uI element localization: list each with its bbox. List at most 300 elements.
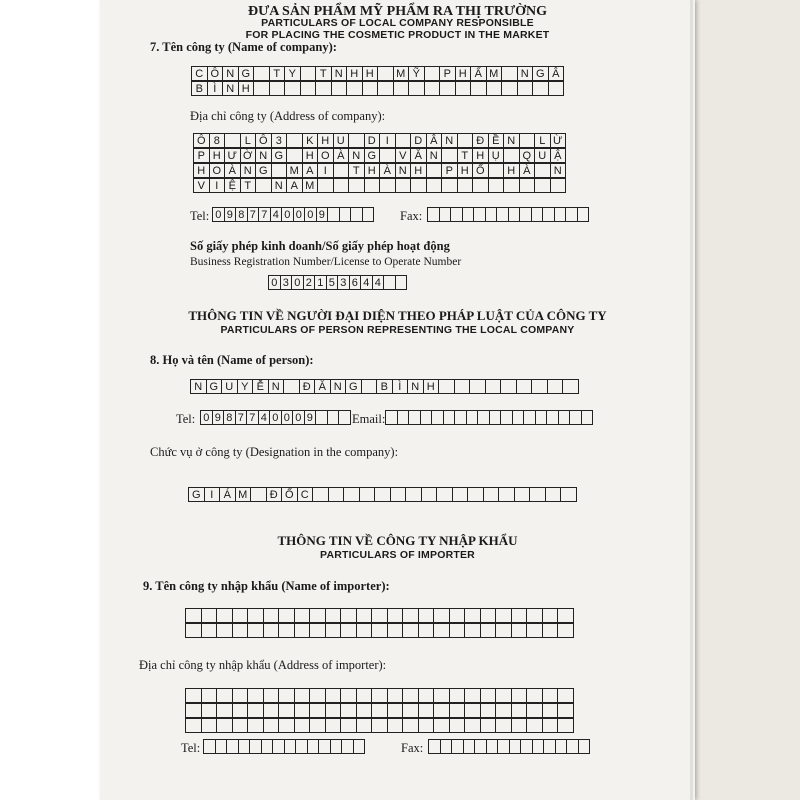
importer-address-row-1-cell[interactable] [526,688,543,703]
company-tel-field-cell[interactable]: 7 [247,207,260,222]
company-name-row-1-cell[interactable]: M [486,66,503,81]
company-address-row-2-cell[interactable]: P [193,148,210,163]
person-email-field[interactable] [385,410,593,425]
company-address-row-1-cell[interactable] [395,133,412,148]
company-address-row-1-cell[interactable] [457,133,474,148]
importer-name-row-1-cell[interactable] [387,608,404,623]
importer-name-row-2-cell[interactable] [387,623,404,638]
company-name-row-2-cell[interactable] [300,81,317,96]
importer-address-row-2-cell[interactable] [201,703,218,718]
importer-name-row-2-cell[interactable] [433,623,450,638]
importer-name-row-2-cell[interactable] [557,623,574,638]
company-fax-field[interactable] [427,207,589,222]
person-tel-field-cell[interactable]: 8 [223,410,236,425]
company-name-row-1-cell[interactable]: N [331,66,348,81]
company-tel-field-cell[interactable]: 9 [316,207,329,222]
importer-address-row-1-cell[interactable] [433,688,450,703]
importer-address-row-3-cell[interactable] [371,718,388,733]
importer-address-row-1-cell[interactable] [185,688,202,703]
company-address-row-2-cell[interactable]: À [333,148,350,163]
importer-address-row-1-cell[interactable] [402,688,419,703]
designation-field-cell[interactable] [390,487,407,502]
company-address-row-3-cell[interactable]: N [240,163,257,178]
company-address-row-3-cell[interactable]: H [410,163,427,178]
importer-name-row-1-cell[interactable] [247,608,264,623]
company-name-row-1-cell[interactable]: M [393,66,410,81]
importer-name-row-2-cell[interactable] [526,623,543,638]
company-address-row-1-cell[interactable]: 8 [209,133,226,148]
company-address-row-3-cell[interactable]: H [364,163,381,178]
company-address-row-3-cell[interactable] [271,163,288,178]
importer-name-row-1-cell[interactable] [526,608,543,623]
person-tel-field-cell[interactable]: 7 [235,410,248,425]
importer-address-row-2-cell[interactable] [511,703,528,718]
designation-field-cell[interactable] [343,487,360,502]
person-tel-field-cell[interactable]: 9 [304,410,317,425]
company-name-row-1-cell[interactable]: T [315,66,332,81]
company-name-row-2-cell[interactable] [470,81,487,96]
importer-tel-field-cell[interactable] [353,739,366,754]
importer-address-row-2-cell[interactable] [371,703,388,718]
person-tel-field-cell[interactable]: 0 [281,410,294,425]
person-name-field-cell[interactable] [283,379,300,394]
company-name-row-2-cell[interactable] [362,81,379,96]
importer-address-row-3-cell[interactable] [232,718,249,733]
person-name-field-cell[interactable]: N [330,379,347,394]
company-address-row-1-cell[interactable]: N [503,133,520,148]
importer-name-row-1-cell[interactable] [340,608,357,623]
company-address-row-1-cell[interactable]: Ề [488,133,505,148]
person-tel-field-cell[interactable]: 0 [269,410,282,425]
importer-address-row-1-cell[interactable] [480,688,497,703]
importer-address-row-3-cell[interactable] [340,718,357,733]
importer-address-row-2-cell[interactable] [340,703,357,718]
person-name-field-cell[interactable] [562,379,579,394]
company-name-row-1-cell[interactable] [424,66,441,81]
company-address-row-3-cell[interactable] [488,163,505,178]
importer-address-row-3-cell[interactable] [309,718,326,733]
company-address-row-4-cell[interactable] [488,178,505,193]
importer-address-row-1-cell[interactable] [464,688,481,703]
importer-name-row-1-cell[interactable] [495,608,512,623]
importer-address-row-3-cell[interactable] [526,718,543,733]
person-tel-field-cell[interactable]: 7 [246,410,259,425]
designation-field-cell[interactable] [328,487,345,502]
company-tel-field-cell[interactable]: 7 [258,207,271,222]
company-address-row-2-cell[interactable]: U [534,148,551,163]
person-name-field-cell[interactable]: H [423,379,440,394]
license-number-field-cell[interactable]: 1 [314,275,327,290]
importer-address-row-2-cell[interactable] [263,703,280,718]
importer-name-row-2-cell[interactable] [480,623,497,638]
company-name-row-1-cell[interactable]: Ỹ [408,66,425,81]
importer-name-row-2-cell[interactable] [511,623,528,638]
importer-name-row-1-cell[interactable] [557,608,574,623]
importer-address-row-2-cell[interactable] [387,703,404,718]
person-name-field-cell[interactable]: G [206,379,223,394]
company-name-row-2-cell[interactable] [424,81,441,96]
designation-field-cell[interactable] [359,487,376,502]
company-address-row-4-cell[interactable] [534,178,551,193]
company-address-row-4-cell[interactable]: I [209,178,226,193]
company-address-row-3-cell[interactable]: À [519,163,536,178]
importer-address-row-2-cell[interactable] [216,703,233,718]
importer-address-row-3[interactable] [185,718,574,733]
importer-address-row-2-cell[interactable] [464,703,481,718]
company-name-row-1-cell[interactable]: N [517,66,534,81]
importer-name-row-2-cell[interactable] [464,623,481,638]
designation-field-cell[interactable]: Đ [266,487,283,502]
importer-address-row-1-cell[interactable] [511,688,528,703]
person-name-field-cell[interactable] [361,379,378,394]
importer-address-row-3-cell[interactable] [511,718,528,733]
importer-address-row-2-cell[interactable] [247,703,264,718]
company-address-row-2-cell[interactable]: Q [519,148,536,163]
person-name-field-cell[interactable] [516,379,533,394]
company-address-row-4-cell[interactable] [457,178,474,193]
importer-name-row-1-cell[interactable] [216,608,233,623]
company-address-row-1-cell[interactable]: Đ [472,133,489,148]
importer-name-row-1-cell[interactable] [402,608,419,623]
importer-address-row-1-cell[interactable] [309,688,326,703]
company-name-row-2-cell[interactable] [486,81,503,96]
importer-name-row-2-cell[interactable] [542,623,559,638]
company-name-row-1-cell[interactable]: G [238,66,255,81]
company-address-row-2-cell[interactable]: V [395,148,412,163]
importer-address-row-3-cell[interactable] [464,718,481,733]
importer-address-row-1-cell[interactable] [247,688,264,703]
company-name-row-2-cell[interactable] [269,81,286,96]
company-address-row-4-cell[interactable] [410,178,427,193]
importer-name-row-2-cell[interactable] [294,623,311,638]
company-address-row-3-cell[interactable]: Ố [472,163,489,178]
importer-name-row-1-cell[interactable] [542,608,559,623]
company-address-row-3-cell[interactable]: A [302,163,319,178]
designation-field-cell[interactable]: G [188,487,205,502]
importer-name-row-1-cell[interactable] [356,608,373,623]
designation-field-cell[interactable] [374,487,391,502]
company-address-row-1[interactable] [193,133,566,148]
importer-name-row-2-cell[interactable] [402,623,419,638]
person-name-field-cell[interactable] [531,379,548,394]
person-name-field[interactable] [190,379,579,394]
designation-field-cell[interactable]: M [235,487,252,502]
company-address-row-2-cell[interactable]: N [348,148,365,163]
company-address-row-1-cell[interactable]: 3 [271,133,288,148]
company-name-row-2-cell[interactable] [501,81,518,96]
company-address-row-1-cell[interactable]: N [441,133,458,148]
importer-address-row-1-cell[interactable] [216,688,233,703]
license-number-field-cell[interactable]: 6 [349,275,362,290]
company-address-row-4-cell[interactable] [364,178,381,193]
company-name-row-2-cell[interactable] [284,81,301,96]
importer-address-row-3-cell[interactable] [449,718,466,733]
person-name-field-cell[interactable]: U [221,379,238,394]
company-address-row-4-cell[interactable]: T [240,178,257,193]
company-address-row-2-cell[interactable]: Ă [410,148,427,163]
company-name-row-2-cell[interactable]: N [222,81,239,96]
license-number-field-cell[interactable]: 3 [337,275,350,290]
importer-name-row-1-cell[interactable] [511,608,528,623]
license-number-field-cell[interactable]: 2 [303,275,316,290]
company-name-row-1-cell[interactable] [377,66,394,81]
importer-address-row-2-cell[interactable] [526,703,543,718]
importer-address-row-1-cell[interactable] [418,688,435,703]
company-address-row-2-cell[interactable]: G [271,148,288,163]
person-name-field-cell[interactable]: N [268,379,285,394]
company-address-row-4-cell[interactable] [333,178,350,193]
importer-address-row-2-cell[interactable] [309,703,326,718]
importer-address-row-3-cell[interactable] [294,718,311,733]
person-tel-field-cell[interactable]: 0 [200,410,213,425]
designation-field-cell[interactable] [545,487,562,502]
designation-field-cell[interactable] [452,487,469,502]
importer-address-row-3-cell[interactable] [201,718,218,733]
importer-name-row-1-cell[interactable] [464,608,481,623]
importer-name-row-2-cell[interactable] [263,623,280,638]
person-name-field-cell[interactable] [469,379,486,394]
company-address-row-3-cell[interactable] [426,163,443,178]
person-name-field-cell[interactable]: Đ [299,379,316,394]
company-address-row-2-cell[interactable]: H [209,148,226,163]
company-address-row-1-cell[interactable]: D [410,133,427,148]
designation-field-cell[interactable] [250,487,267,502]
importer-name-row-2-cell[interactable] [495,623,512,638]
company-tel-field-cell[interactable]: 4 [270,207,283,222]
importer-name-row-1-cell[interactable] [433,608,450,623]
company-address-row-1-cell[interactable]: Ô [193,133,210,148]
importer-address-row-1-cell[interactable] [542,688,559,703]
importer-name-row-1-cell[interactable] [309,608,326,623]
company-address-row-2-cell[interactable]: H [302,148,319,163]
importer-address-row-3-cell[interactable] [433,718,450,733]
importer-name-row-1-cell[interactable] [294,608,311,623]
designation-field[interactable] [188,487,577,502]
importer-address-row-2-cell[interactable] [232,703,249,718]
importer-fax-field[interactable] [428,739,590,754]
company-address-row-1-cell[interactable]: I [379,133,396,148]
importer-name-row-1-cell[interactable] [232,608,249,623]
importer-address-row-3-cell[interactable] [402,718,419,733]
designation-field-cell[interactable]: I [204,487,221,502]
company-address-row-2-cell[interactable]: Ậ [550,148,567,163]
importer-name-row-1-cell[interactable] [185,608,202,623]
company-tel-field-cell[interactable]: 0 [304,207,317,222]
company-address-row-4-cell[interactable] [503,178,520,193]
person-tel-field[interactable] [200,410,351,425]
importer-address-row-3-cell[interactable] [216,718,233,733]
company-name-row-1-cell[interactable]: P [439,66,456,81]
importer-address-row-3-cell[interactable] [325,718,342,733]
company-name-row-1-cell[interactable] [300,66,317,81]
company-address-row-3-cell[interactable]: N [550,163,567,178]
company-name-row-1-cell[interactable]: Ô [207,66,224,81]
importer-address-row-1-cell[interactable] [356,688,373,703]
company-address-row-3-cell[interactable]: G [255,163,272,178]
importer-address-row-3-cell[interactable] [356,718,373,733]
importer-name-row-2-cell[interactable] [201,623,218,638]
company-tel-field-cell[interactable]: 0 [212,207,225,222]
company-address-row-4-cell[interactable] [255,178,272,193]
company-address-row-4-cell[interactable]: N [271,178,288,193]
person-name-field-cell[interactable]: N [190,379,207,394]
company-name-row-2-cell[interactable] [331,81,348,96]
company-name-row-2-cell[interactable] [346,81,363,96]
company-address-row-1-cell[interactable] [519,133,536,148]
company-tel-field-cell[interactable]: 0 [281,207,294,222]
company-address-row-2-cell[interactable]: Ụ [488,148,505,163]
company-name-row-1-cell[interactable]: Â [548,66,565,81]
importer-address-row-3-cell[interactable] [418,718,435,733]
importer-address-row-1-cell[interactable] [294,688,311,703]
importer-name-row-1-cell[interactable] [278,608,295,623]
designation-field-cell[interactable] [514,487,531,502]
company-address-row-3-cell[interactable] [333,163,350,178]
importer-address-row-1-cell[interactable] [557,688,574,703]
importer-address-row-3-cell[interactable] [278,718,295,733]
company-address-row-3-cell[interactable] [534,163,551,178]
company-name-row-1-cell[interactable]: H [455,66,472,81]
company-address-row-2-cell[interactable]: T [457,148,474,163]
license-number-field-cell[interactable]: 5 [326,275,339,290]
designation-field-cell[interactable] [467,487,484,502]
company-name-row-1-cell[interactable] [501,66,518,81]
company-address-row-4-cell[interactable]: V [193,178,210,193]
importer-address-row-3-cell[interactable] [480,718,497,733]
company-address-row-3-cell[interactable]: À [224,163,241,178]
designation-field-cell[interactable] [312,487,329,502]
company-name-row-1-cell[interactable]: T [269,66,286,81]
designation-field-cell[interactable]: C [297,487,314,502]
company-name-row-2-cell[interactable] [315,81,332,96]
company-name-row-2-cell[interactable] [517,81,534,96]
license-number-field-cell[interactable]: 4 [372,275,385,290]
importer-address-row-1-cell[interactable] [340,688,357,703]
company-address-row-4-cell[interactable] [348,178,365,193]
person-tel-field-cell[interactable]: 9 [212,410,225,425]
importer-name-row-2-cell[interactable] [232,623,249,638]
company-address-row-4-cell[interactable]: Ệ [224,178,241,193]
company-address-row-1-cell[interactable] [224,133,241,148]
company-address-row-2-cell[interactable] [286,148,303,163]
importer-address-row-3-cell[interactable] [247,718,264,733]
company-name-row-1-cell[interactable]: N [222,66,239,81]
company-address-row-1-cell[interactable]: Â [426,133,443,148]
company-address-row-3-cell[interactable]: H [193,163,210,178]
company-address-row-3-cell[interactable]: M [286,163,303,178]
company-address-row-3-cell[interactable]: N [395,163,412,178]
company-address-row-4-cell[interactable] [395,178,412,193]
person-name-field-cell[interactable]: B [376,379,393,394]
license-number-field-cell[interactable]: 3 [280,275,293,290]
company-address-row-4-cell[interactable] [472,178,489,193]
company-address-row-1-cell[interactable]: L [534,133,551,148]
importer-address-row-1-cell[interactable] [449,688,466,703]
importer-name-row-1-cell[interactable] [480,608,497,623]
company-tel-field-cell[interactable] [362,207,375,222]
company-name-row-1-cell[interactable]: H [346,66,363,81]
importer-address-row-2-cell[interactable] [294,703,311,718]
company-name-row-2-cell[interactable] [439,81,456,96]
company-name-row-2-cell[interactable]: Ì [207,81,224,96]
designation-field-cell[interactable] [405,487,422,502]
company-name-row-2-cell[interactable] [377,81,394,96]
company-address-row-4-cell[interactable] [426,178,443,193]
importer-address-row-1-cell[interactable] [371,688,388,703]
importer-name-row-1-cell[interactable] [263,608,280,623]
company-name-row-2-cell[interactable] [393,81,410,96]
importer-address-row-2-cell[interactable] [356,703,373,718]
person-name-field-cell[interactable]: Ễ [252,379,269,394]
company-address-row-1-cell[interactable] [348,133,365,148]
importer-name-row-1-cell[interactable] [325,608,342,623]
company-address-row-2[interactable] [193,148,566,163]
importer-name-row-2-cell[interactable] [216,623,233,638]
importer-name-row-2-cell[interactable] [371,623,388,638]
importer-address-row-1-cell[interactable] [495,688,512,703]
company-address-row-3-cell[interactable]: O [209,163,226,178]
importer-fax-field-cell[interactable] [578,739,591,754]
designation-field-cell[interactable] [483,487,500,502]
designation-field-cell[interactable] [421,487,438,502]
importer-address-row-2-cell[interactable] [449,703,466,718]
company-address-row-4-cell[interactable] [550,178,567,193]
company-name-row-1[interactable] [191,66,564,81]
person-name-field-cell[interactable]: Y [237,379,254,394]
company-address-row-1-cell[interactable] [286,133,303,148]
company-address-row-1-cell[interactable]: L [240,133,257,148]
importer-address-row-1-cell[interactable] [201,688,218,703]
company-address-row-2-cell[interactable]: Ờ [240,148,257,163]
importer-address-row-1-cell[interactable] [232,688,249,703]
company-name-row-1-cell[interactable]: Y [284,66,301,81]
importer-address-row-1[interactable] [185,688,574,703]
person-name-field-cell[interactable] [485,379,502,394]
person-name-field-cell[interactable] [500,379,517,394]
importer-address-row-2-cell[interactable] [278,703,295,718]
company-address-row-4-cell[interactable]: M [302,178,319,193]
person-name-field-cell[interactable] [454,379,471,394]
importer-name-row-2-cell[interactable] [247,623,264,638]
person-name-field-cell[interactable] [547,379,564,394]
person-name-field-cell[interactable]: Ă [314,379,331,394]
company-address-row-2-cell[interactable] [441,148,458,163]
company-name-row-2-cell[interactable] [548,81,565,96]
importer-address-row-2-cell[interactable] [495,703,512,718]
company-tel-field[interactable] [212,207,374,222]
company-address-row-3[interactable] [193,163,566,178]
license-number-field-cell[interactable] [395,275,408,290]
company-name-row-1-cell[interactable]: Ẩ [470,66,487,81]
company-address-row-1-cell[interactable]: Ừ [550,133,567,148]
importer-address-row-1-cell[interactable] [263,688,280,703]
company-address-row-2-cell[interactable]: Ư [224,148,241,163]
importer-name-row-1[interactable] [185,608,574,623]
importer-name-row-1-cell[interactable] [201,608,218,623]
company-address-row-3-cell[interactable]: À [379,163,396,178]
company-name-row-2-cell[interactable]: H [238,81,255,96]
person-tel-field-cell[interactable] [338,410,351,425]
importer-address-row-2-cell[interactable] [433,703,450,718]
designation-field-cell[interactable] [498,487,515,502]
importer-address-row-2[interactable] [185,703,574,718]
importer-address-row-2-cell[interactable] [185,703,202,718]
company-name-row-2-cell[interactable]: B [191,81,208,96]
importer-address-row-2-cell[interactable] [418,703,435,718]
company-address-row-2-cell[interactable]: N [255,148,272,163]
importer-address-row-3-cell[interactable] [185,718,202,733]
person-name-field-cell[interactable] [438,379,455,394]
